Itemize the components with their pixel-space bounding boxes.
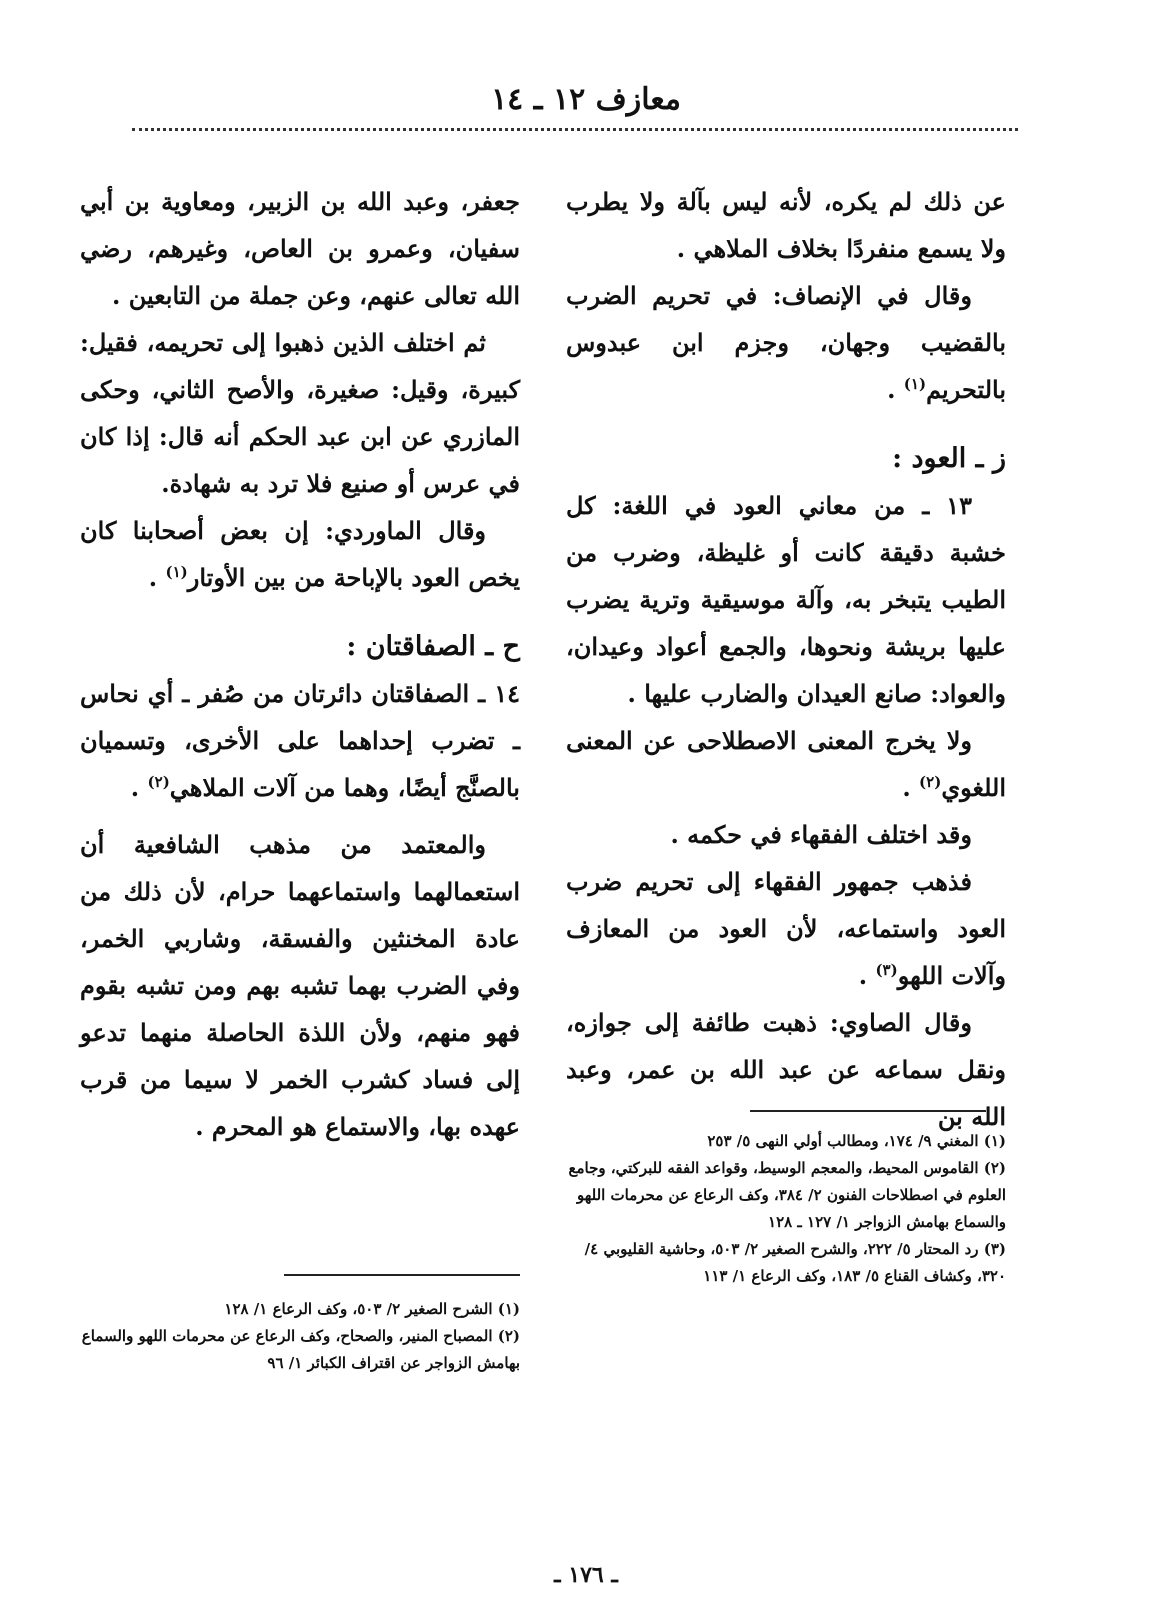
header-dotted-rule <box>132 128 1018 131</box>
paragraph: وقد اختلف الفقهاء في حكمه . <box>670 820 972 849</box>
right-column <box>566 178 1006 1140</box>
paragraph: عن ذلك لم يكره، لأنه ليس بآلة ولا يطرب ولا يسمع منفردًا بخلاف الملاهي . <box>566 187 1006 263</box>
paragraph: فذهب جمهور الفقهاء إلى تحريم ضرب العود واستماعه، لأن العود من المعازف وآلات اللهو$^{(٣)}$ . <box>566 867 1006 990</box>
paragraph: ١٣ ـ من معاني العود في اللغة: كل خشبة دقيقة كانت أو غليظة، وضرب من الطيب يتبخر به، وآلة موسيقية وترية يضرب عليها بريشة ونحوها، والجمع أعواد وعيدان، والعواد: صانع العيدان والضارب عليها . <box>566 491 1006 708</box>
footnote-ref[interactable]: (٢) <box>919 773 942 791</box>
paragraph: والمعتمد من مذهب الشافعية أن استعمالهما واستماعهما حرام، لأن ذلك من عادة المخنثين والفسقة، وشاربي الخمر، وفي الضرب بهما تشبه بهم ومن تشبه بقوم فهو منهم، ولأن اللذة الحاصلة منهما تدعو إلى فساد كشرب الخمر لا سيما من قرب عهده بها، والاستماع هو المحرم . <box>80 830 520 1141</box>
paragraph: ثم اختلف الذين ذهبوا إلى تحريمه، فقيل: كبيرة، وقيل: صغيرة، والأصح الثاني، وحكى المازري عن ابن عبد الحكم أنه قال: إذا كان في عرس أو صنيع فلا ترد به شهادة. <box>80 328 520 498</box>
footnote-ref[interactable]: (٣) <box>875 961 898 979</box>
footnote-rule <box>284 1274 520 1276</box>
footnote: (٢) المصباح المنير، والصحاح، وكف الرعاع عن محرمات اللهو والسماع بهامش الزواجر عن اقتراف الكبائر ١/ ٩٦ <box>81 1327 520 1372</box>
section-heading: ح ـ الصفاقتان : <box>346 631 520 662</box>
page-number: ـ ١٧٦ ـ <box>554 1562 618 1588</box>
footnote-ref[interactable]: (١) <box>165 563 188 581</box>
footnotes-left <box>80 1296 520 1377</box>
footnote-ref[interactable]: (٢) <box>147 773 170 791</box>
left-column <box>80 178 520 1150</box>
footnote-ref[interactable]: (١) <box>903 375 927 393</box>
paragraph: ولا يخرج المعنى الاصطلاحى عن المعنى اللغوي$^{(٢)}$ . <box>566 726 1006 802</box>
section-heading: ز ـ العود : <box>892 443 1006 474</box>
paragraph: جعفر، وعبد الله بن الزبير، ومعاوية بن أبي سفيان، وعمرو بن العاص، وغيرهم، رضي الله تعالى عنهم، وعن جملة من التابعين . <box>80 187 520 310</box>
footnote: (٢) القاموس المحيط، والمعجم الوسيط، وقواعد الفقه للبركتي، وجامع العلوم في اصطلاحات الفنون ٢/ ٣٨٤، وكف الرعاع عن محرمات اللهو والسماع بهامش الزواجر ١/ ١٢٧ ـ ١٢٨ <box>568 1159 1006 1231</box>
footnote: (١) الشرح الصغير ٢/ ٥٠٣، وكف الرعاع ١/ ١٢٨ <box>224 1300 520 1318</box>
footnote: (٣) رد المحتار ٥/ ٢٢٢، والشرح الصغير ٢/ ٥٠٣، وحاشية القليوبي ٤/ ٣٢٠، وكشاف القناع ٥/ ١٨٣، وكف الرعاع ١/ ١١٣ <box>584 1240 1006 1285</box>
footnotes-right <box>566 1128 1006 1290</box>
running-header: معازف ١٢ ـ ١٤ <box>491 82 681 117</box>
paragraph: وقال في الإنصاف: في تحريم الضرب بالقضيب وجهان، وجزم ابن عبدوس بالتحريم$^{(١)}$ . <box>566 281 1006 404</box>
paragraph: ١٤ ـ الصفاقتان دائرتان من صُفر ـ أي نحاس ـ تضرب إحداهما على الأخرى، وتسميان بالصنَّج أيضًا، وهما من آلات الملاهي$^{(٢)}$ . <box>80 679 520 802</box>
footnote-rule <box>750 1110 986 1112</box>
paragraph: وقال الصاوي: ذهبت طائفة إلى جوازه، ونقل سماعه عن عبد الله بن عمر، وعبد الله بن <box>566 1008 1006 1131</box>
paragraph: وقال الماوردي: إن بعض أصحابنا كان يخص العود بالإباحة من بين الأوتار$^{(١)}$ . <box>80 516 520 592</box>
footnote: (١) المغني ٩/ ١٧٤، ومطالب أولي النهى ٥/ ٢٥٣ <box>707 1132 1006 1150</box>
